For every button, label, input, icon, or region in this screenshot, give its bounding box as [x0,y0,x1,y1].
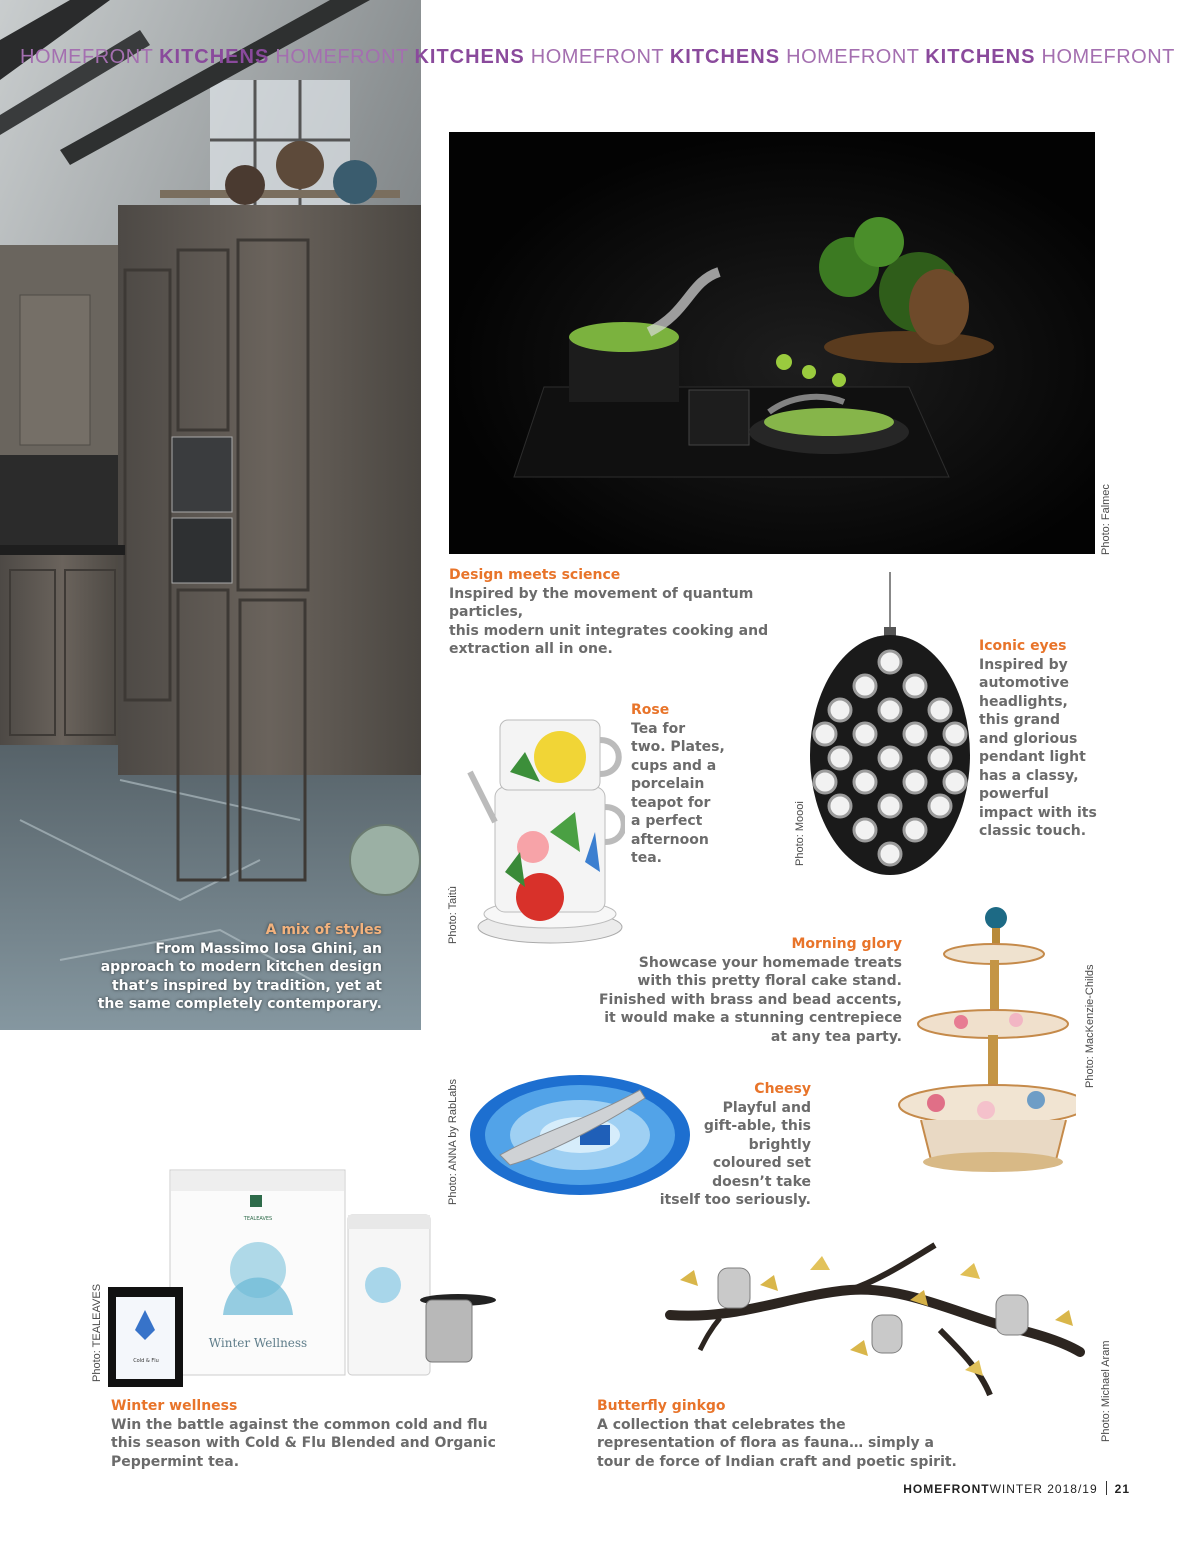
pendant-eye [904,771,926,793]
pendant-light-photo [800,572,975,882]
caption-line: Finished with brass and bead accents, [598,991,902,1008]
caption-line: Peppermint tea. [111,1453,240,1470]
pendant-eye [814,771,836,793]
caption-line: A collection that celebrates the [597,1416,846,1433]
caption-line: Playful and [722,1099,811,1116]
caption-line: the same completely contemporary. [97,996,382,1012]
caption-line: automotive [979,675,1070,691]
photo-credit-moooi: Photo: Moooi [794,801,806,866]
pendant-eye [904,675,926,697]
cake-stand-photo [876,900,1076,1195]
caption-line: a perfect [631,813,703,829]
cake-stand-illustration [876,900,1076,1195]
pendant-eye [929,795,951,817]
pendant-eye [814,723,836,745]
header-segment: KITCHENS [159,46,270,68]
mackenzie-caption [590,935,902,1046]
footer-divider [1106,1481,1107,1495]
caption-line: has a classy, [979,767,1079,784]
caption-title: Morning glory [791,936,902,952]
pendant-eye [944,771,966,793]
header-segment: KITCHENS [414,46,525,68]
moooi-caption [979,637,1119,841]
caption-line: brightly [748,1136,811,1153]
butterfly-ginkgo-photo [660,1240,1090,1400]
pendant-eye [879,651,901,673]
pendant-eye [829,699,851,721]
aram-caption [597,1397,997,1471]
kitchen-caption [90,921,382,1014]
header-segment: HOMEFRONT [20,46,154,68]
caption-title: A mix of styles [265,922,382,938]
caption-line: impact with its [979,804,1097,821]
header-segment: KITCHENS [925,46,1036,68]
caption-line: Inspired by [979,656,1068,673]
caption-line: gift-able, this [703,1118,811,1134]
tea-box-brand: TEALEAVES [243,1216,273,1222]
caption-line: and glorious [979,730,1078,747]
photo-credit-tealeaves: Photo: TEALEAVES [91,1283,103,1382]
pendant-eye [879,747,901,769]
footer-brand: HOMEFRONT [903,1482,990,1496]
caption-line: this modern unit integrates cooking and [449,622,769,639]
caption-title: Rose [631,702,670,718]
caption-title: Iconic eyes [979,638,1067,654]
photo-credit-anna: Photo: ANNA by RabLabs [447,1079,459,1205]
header-segment: HOMEFRONT [1041,46,1175,68]
running-header [20,46,1190,69]
pendant-eye [854,819,876,841]
tea-products-illustration [108,1165,510,1395]
pendant-eye [854,723,876,745]
photo-credit-mackenzie: Photo: MacKenzie-Childs [1084,964,1096,1088]
photo-credit-falmec: Photo: Falmec [1100,484,1112,555]
kitchen-photo [0,0,421,1030]
caption-line: Showcase your homemade treats [638,954,902,971]
tealeaves-caption [111,1397,511,1471]
page-footer [903,1481,1130,1496]
caption-line: representation of flora as fauna… simply a [597,1435,934,1451]
tea-box-title: Winter Wellness [208,1336,308,1350]
caption-line: afternoon [631,831,709,848]
caption-line: Tea for [631,720,686,737]
caption-title: Design meets science [449,567,621,583]
ginkgo-illustration [660,1240,1090,1400]
kitchen-illustration [0,0,421,1030]
caption-line: powerful [979,786,1049,802]
pendant-eye [829,747,851,769]
caption-line: porcelain [631,776,705,792]
caption-line: From Massimo Iosa Ghini, an [155,940,382,957]
header-segment: KITCHENS [669,46,781,68]
falmec-photo [449,132,1095,554]
caption-line: two. Plates, [631,739,725,755]
falmec-caption [449,566,829,659]
caption-title: Winter wellness [111,1398,238,1414]
caption-line: at any tea party. [770,1028,902,1045]
pendant-eye [879,795,901,817]
caption-line: itself too seriously. [659,1192,811,1208]
header-segment: HOMEFRONT [275,46,409,68]
caption-line: coloured set [712,1155,811,1171]
taitu-caption [631,701,741,868]
caption-line: teapot for [631,794,711,811]
caption-line: Inspired by the movement of quantum particles, [449,585,754,620]
header-segment: HOMEFRONT [530,46,664,68]
pendant-eye [854,675,876,697]
pendant-eye [929,699,951,721]
caption-line: it would make a stunning centrepiece [604,1010,902,1026]
caption-line: classic touch. [979,823,1087,839]
caption-line: cups and a [631,757,717,774]
header-segment: HOMEFRONT [786,46,920,68]
pendant-eye [879,843,901,865]
anna-caption [655,1080,811,1210]
caption-line: Win the battle against the common cold and flu [111,1416,488,1433]
cooktop-illustration [449,132,1095,554]
pendant-eye [854,771,876,793]
caption-line: with this pretty floral cake stand. [637,973,902,989]
pendant-eye [904,723,926,745]
caption-line: this grand [979,712,1061,728]
tea-tin-label: Cold & Flu [133,1358,159,1364]
caption-line: that’s inspired by tradition, yet at [111,977,382,994]
pendant-eye [929,747,951,769]
pendant-eye [829,795,851,817]
photo-credit-aram: Photo: Michael Aram [1100,1340,1112,1442]
caption-line: tea. [631,850,662,866]
caption-line: tour de force of Indian craft and poetic spirit. [597,1453,957,1470]
caption-line: this season with Cold & Flu Blended and Organic [111,1435,496,1451]
pendant-eye [904,819,926,841]
photo-credit-taitu: Photo: Taitù [447,886,459,944]
page-number: 21 [1114,1482,1130,1496]
caption-title: Cheesy [754,1081,811,1097]
pendant-eye [944,723,966,745]
caption-line: extraction all in one. [449,641,613,657]
teapot-photo [465,712,625,947]
pendant-eye [879,699,901,721]
tealeaves-photo [108,1165,510,1395]
caption-line: approach to modern kitchen design [100,959,382,975]
pendant-illustration [800,572,975,882]
footer-issue: WINTER 2018/19 [989,1482,1098,1496]
teapot-illustration [465,712,625,947]
caption-line: pendant light [979,749,1086,765]
caption-line: doesn’t take [712,1173,811,1190]
caption-line: headlights, [979,693,1068,710]
caption-title: Butterfly ginkgo [597,1398,726,1414]
